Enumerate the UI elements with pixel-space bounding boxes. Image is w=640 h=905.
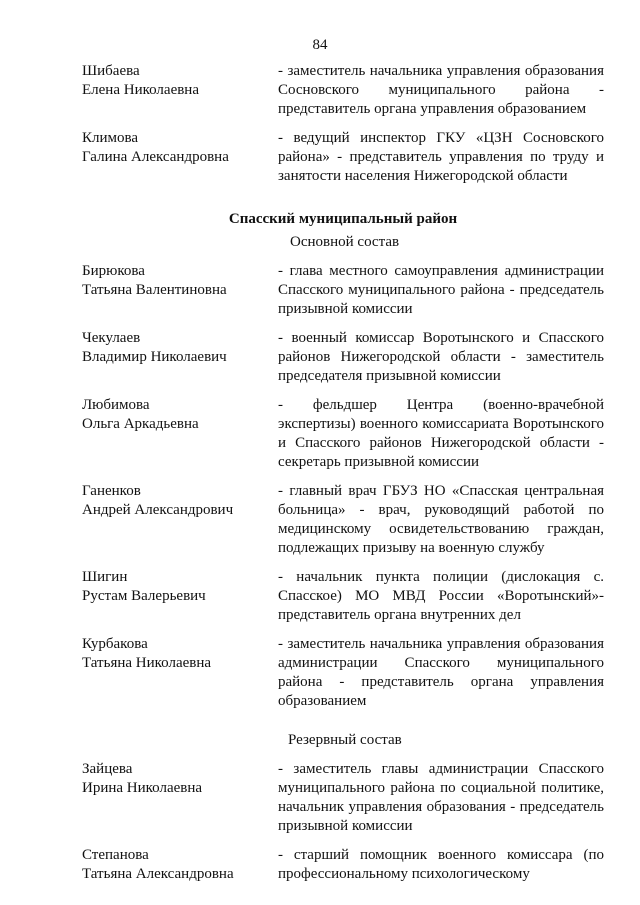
member-name [82,396,278,472]
district-title: Спасский муниципальный район [228,211,458,227]
member-entry [82,635,604,711]
member-given-names: Владимир Николаевич [82,349,227,365]
member-surname: Курбакова [82,636,148,652]
member-given-names: Ирина Николаевна [82,780,203,796]
member-surname: Шигин [82,569,128,585]
member-surname: Шибаева [82,63,140,79]
member-role: - главный врач ГБУЗ НО «Спасская центральная больница» - врач, руководящий работой по медицинскому освидетельствованию граждан, подлежащих призыву на военную службу [278,483,604,556]
member-given-names: Елена Николаевна [82,82,199,98]
member-surname: Бирюкова [82,263,145,279]
document-content [82,62,604,894]
reserve-composition-title: Резервный состав [288,732,402,748]
member-entry [82,846,604,884]
member-role: - глава местного самоуправления администрации Спасского муниципального района - председатель призывной комиссии [278,263,604,317]
member-surname: Ганенков [82,483,141,499]
member-name [82,846,278,884]
member-name [82,760,278,836]
member-role: - фельдшер Центра (военно-врачебной экспертизы) военного комиссариата Воротынского и Спасского районов Нижегородской области - секретарь призывной комиссии [278,397,604,470]
page-number: 84 [312,37,328,53]
member-given-names: Галина Александровна [82,149,229,165]
member-given-names: Татьяна Александровна [82,866,234,882]
member-entry [82,568,604,625]
member-role: - заместитель начальника управления образования Сосновского муниципального района - представитель органа управления образованием [278,63,604,117]
member-entry [82,262,604,319]
member-surname: Степанова [82,847,149,863]
member-entry [82,129,604,186]
member-name [82,635,278,711]
member-entry [82,760,604,836]
member-entry [82,329,604,386]
member-given-names: Ольга Аркадьевна [82,416,199,432]
member-surname: Зайцева [82,761,133,777]
member-surname: Любимова [82,397,150,413]
member-name [82,329,278,386]
member-given-names: Рустам Валерьевич [82,588,206,604]
member-entry [82,482,604,558]
member-name [82,568,278,625]
main-composition-title: Основной состав [290,234,400,250]
member-role: - военный комиссар Воротынского и Спасского районов Нижегородской области - заместитель председателя призывной комиссии [278,330,604,384]
member-role: - заместитель главы администрации Спасского муниципального района по социальной политике, начальник управления образования - председатель призывной комиссии [278,761,604,834]
member-entry [82,62,604,119]
member-role: - ведущий инспектор ГКУ «ЦЗН Сосновского района» - представитель управления по труду и занятости населения Нижегородской области [278,130,604,184]
member-entry [82,396,604,472]
member-surname: Чекулаев [82,330,141,346]
member-name [82,482,278,558]
member-role: - старший помощник военного комиссара (по профессиональному психологическому [278,847,604,882]
member-surname: Климова [82,130,139,146]
member-given-names: Татьяна Николаевна [82,655,212,671]
member-name [82,62,278,119]
member-name [82,262,278,319]
member-name [82,129,278,186]
member-role: - начальник пункта полиции (дислокация с. Спасское) МО МВД России «Воротынский»- представитель органа внутренних дел [278,569,604,623]
member-given-names: Татьяна Валентиновна [82,282,227,298]
member-role: - заместитель начальника управления образования администрации Спасского муниципального района - представитель органа управления образованием [278,636,604,709]
member-given-names: Андрей Александрович [82,502,234,518]
